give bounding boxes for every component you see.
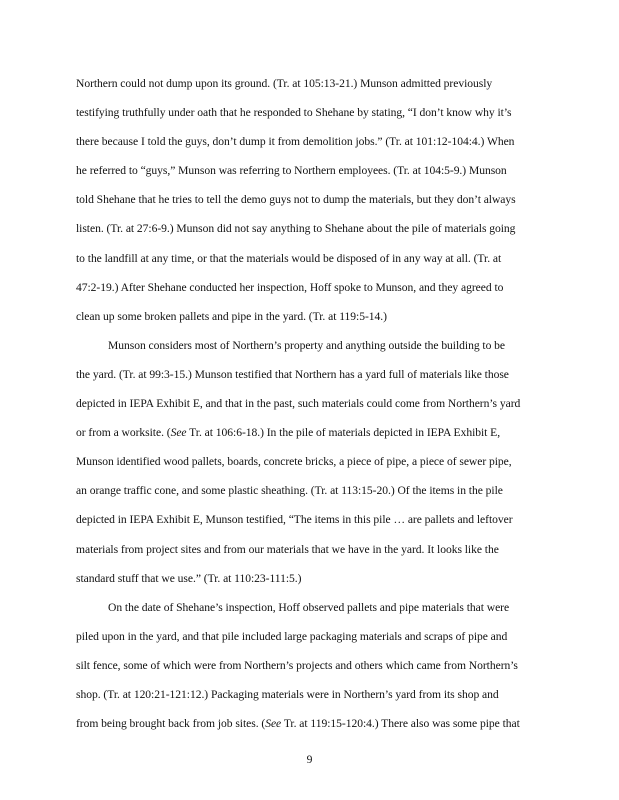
text-line-1: Northern could not dump upon its ground. (Tr. at 105:13-21.) Munson admitted previously: [76, 77, 493, 90]
text-line-20: piled upon in the yard, and that pile included large packaging materials and scraps of pipe and: [76, 629, 508, 643]
text-line-18: standard stuff that we use.” (Tr. at 110:23-111:5.): [76, 571, 302, 585]
text-line-13: or from a worksite. (See Tr. at 106:6-18.) In the pile of materials depicted in IEPA Exhibit E,: [76, 426, 501, 440]
citation-signal: See: [170, 426, 187, 440]
text-line-9: clean up some broken pallets and pipe in the yard. (Tr. at 119:5-14.): [76, 309, 387, 323]
text-line-15: an orange traffic cone, and some plastic sheathing. (Tr. at 113:15-20.) Of the items in the pile: [76, 484, 503, 498]
text-line-3: there because I told the guys, don’t dump it from demolition jobs.” (Tr. at 101:12-104:4.) When: [76, 135, 515, 149]
text-line-14: Munson identified wood pallets, boards, concrete bricks, a piece of pipe, a piece of sewer pipe,: [76, 455, 512, 469]
text-line-16: depicted in IEPA Exhibit E, Munson testified, “The items in this pile … are pallets and leftover: [76, 513, 513, 527]
body-text: [76, 69, 546, 738]
text-line-17: materials from project sites and from our materials that we have in the yard. It looks like the: [76, 542, 499, 556]
text-line-2: testifying truthfully under oath that he responded to Shehane by stating, “I don’t know why it’s: [76, 106, 512, 120]
text-line-23: from being brought back from job sites. (See Tr. at 119:15-120:4.) There also was some pipe that: [76, 717, 520, 731]
text-line-8: 47:2-19.) After Shehane conducted her inspection, Hoff spoke to Munson, and they agreed to: [76, 280, 504, 294]
text-line-11: the yard. (Tr. at 99:3-15.) Munson testified that Northern has a yard full of materials like those: [76, 367, 509, 381]
text-line-7: to the landfill at any time, or that the materials would be disposed of in any way at all. (Tr. at: [76, 251, 502, 265]
text-line-21: silt fence, some of which were from Northern’s projects and others which came from Northern’s: [76, 658, 518, 672]
page-number: 9: [306, 753, 313, 766]
text-line-12: depicted in IEPA Exhibit E, and that in the past, such materials could come from Northern’s yard: [76, 397, 521, 411]
text-line-5: told Shehane that he tries to tell the demo guys not to dump the materials, but they don’t always: [76, 193, 516, 207]
text-line-10: Munson considers most of Northern’s property and anything outside the building to be: [108, 338, 506, 352]
text-line-19: On the date of Shehane’s inspection, Hoff observed pallets and pipe materials that were: [108, 600, 510, 614]
text-line-22: shop. (Tr. at 120:21-121:12.) Packaging materials were in Northern’s yard from its shop and: [76, 687, 499, 701]
text-line-6: listen. (Tr. at 27:6-9.) Munson did not say anything to Shehane about the pile of materials going: [76, 222, 516, 236]
citation-signal: See: [265, 717, 282, 731]
text-line-4: he referred to “guys,” Munson was referring to Northern employees. (Tr. at 104:5-9.) Munson: [76, 164, 507, 178]
